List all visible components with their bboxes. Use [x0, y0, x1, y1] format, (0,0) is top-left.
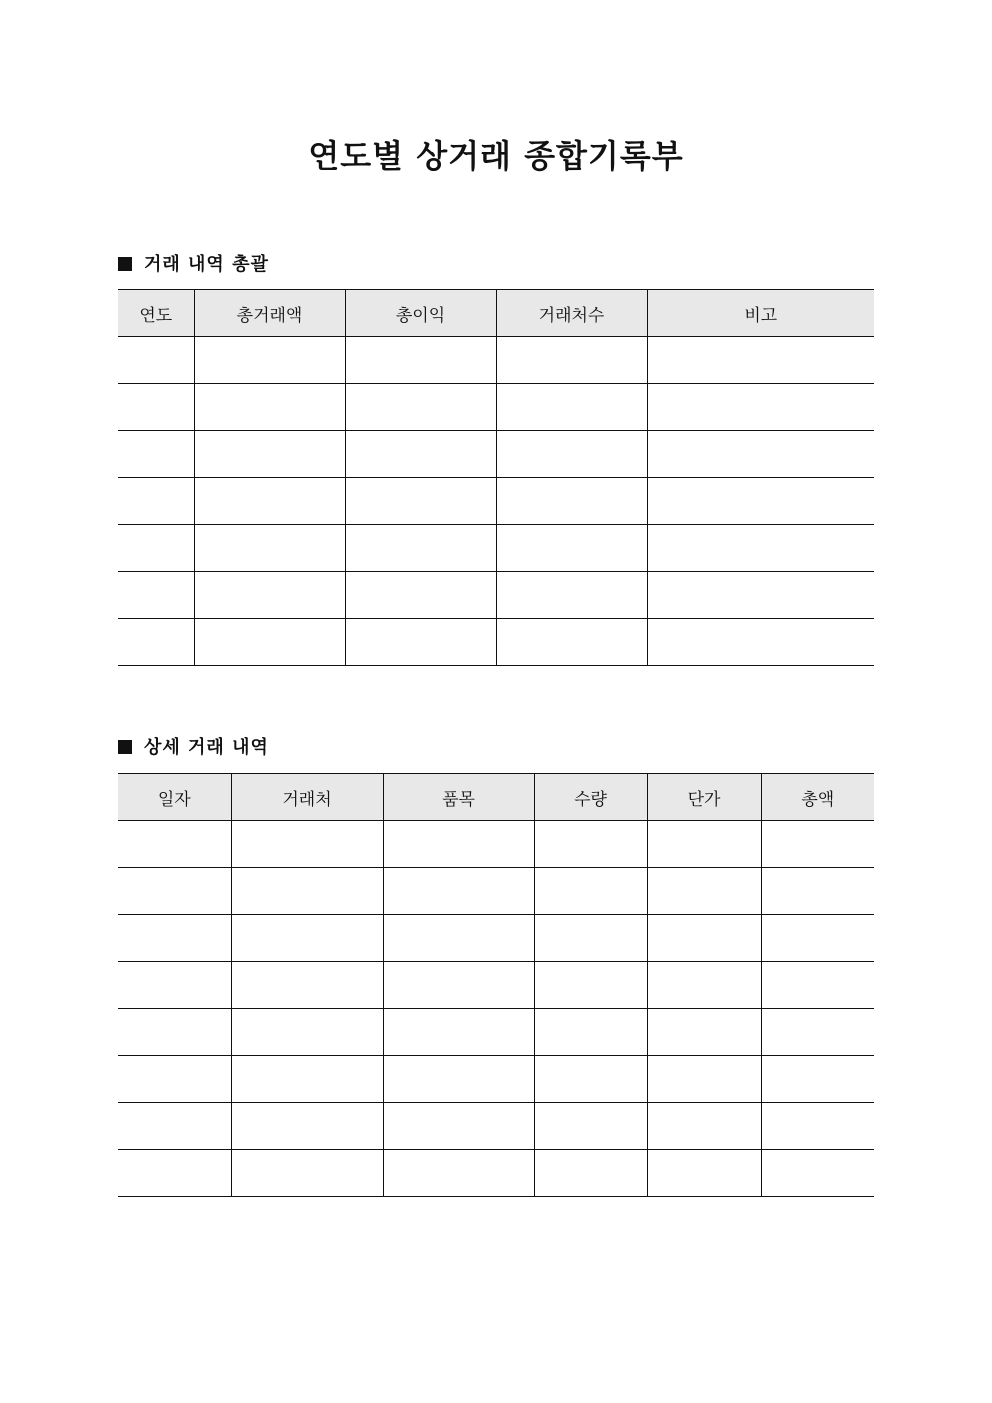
table-cell[interactable] — [118, 431, 194, 478]
column-header-remarks: 비고 — [647, 290, 874, 337]
table-cell[interactable] — [345, 572, 496, 619]
document-title: 연도별 상거래 종합기록부 — [308, 137, 684, 175]
table-row — [118, 572, 874, 619]
table-cell[interactable] — [118, 337, 194, 384]
table-cell[interactable] — [534, 1103, 647, 1150]
table-cell[interactable] — [534, 868, 647, 915]
table-cell[interactable] — [194, 478, 345, 525]
table-cell[interactable] — [496, 478, 647, 525]
table-cell[interactable] — [647, 868, 761, 915]
table-row — [118, 915, 874, 962]
table-cell[interactable] — [194, 384, 345, 431]
table-cell[interactable] — [647, 1056, 761, 1103]
summary-section-title: 거래 내역 총괄 — [144, 254, 269, 275]
table-cell[interactable] — [496, 431, 647, 478]
table-cell[interactable] — [383, 821, 534, 868]
table-cell[interactable] — [647, 915, 761, 962]
table-row — [118, 619, 874, 666]
table-cell[interactable] — [231, 1056, 383, 1103]
table-row — [118, 962, 874, 1009]
table-cell[interactable] — [231, 1009, 383, 1056]
table-row — [118, 1009, 874, 1056]
table-cell[interactable] — [647, 962, 761, 1009]
table-cell[interactable] — [647, 1009, 761, 1056]
table-cell[interactable] — [118, 1056, 231, 1103]
table-cell[interactable] — [647, 384, 874, 431]
table-cell[interactable] — [383, 915, 534, 962]
table-cell[interactable] — [194, 572, 345, 619]
table-cell[interactable] — [345, 337, 496, 384]
table-cell[interactable] — [118, 478, 194, 525]
table-cell[interactable] — [118, 619, 194, 666]
table-cell[interactable] — [496, 525, 647, 572]
table-cell[interactable] — [647, 431, 874, 478]
table-cell[interactable] — [231, 868, 383, 915]
table-row — [118, 1103, 874, 1150]
table-cell[interactable] — [118, 572, 194, 619]
column-header-date: 일자 — [118, 774, 231, 821]
table-cell[interactable] — [534, 1056, 647, 1103]
column-header-quantity: 수량 — [534, 774, 647, 821]
table-cell[interactable] — [231, 915, 383, 962]
table-row — [118, 431, 874, 478]
table-cell[interactable] — [496, 619, 647, 666]
summary-table — [118, 289, 874, 666]
table-cell[interactable] — [194, 619, 345, 666]
column-header-item: 품목 — [383, 774, 534, 821]
table-cell[interactable] — [231, 821, 383, 868]
table-row — [118, 1056, 874, 1103]
summary-header-row — [118, 290, 874, 337]
detail-header-row — [118, 774, 874, 821]
table-cell[interactable] — [761, 868, 874, 915]
table-cell[interactable] — [345, 384, 496, 431]
table-cell[interactable] — [647, 478, 874, 525]
table-cell[interactable] — [761, 1103, 874, 1150]
table-cell[interactable] — [761, 1056, 874, 1103]
table-cell[interactable] — [534, 1150, 647, 1197]
table-cell[interactable] — [194, 525, 345, 572]
table-cell[interactable] — [345, 478, 496, 525]
table-cell[interactable] — [118, 525, 194, 572]
table-cell[interactable] — [496, 384, 647, 431]
summary-section-heading — [118, 252, 269, 278]
table-cell[interactable] — [118, 915, 231, 962]
table-cell[interactable] — [383, 1103, 534, 1150]
table-row — [118, 478, 874, 525]
column-header-total: 총액 — [761, 774, 874, 821]
table-cell[interactable] — [383, 1009, 534, 1056]
table-cell[interactable] — [647, 1103, 761, 1150]
square-bullet-icon — [118, 257, 132, 271]
table-cell[interactable] — [534, 821, 647, 868]
table-cell[interactable] — [761, 821, 874, 868]
table-cell[interactable] — [118, 1103, 231, 1150]
table-cell[interactable] — [118, 868, 231, 915]
table-row — [118, 384, 874, 431]
detail-section-heading — [118, 735, 269, 761]
table-row — [118, 337, 874, 384]
table-cell[interactable] — [647, 1150, 761, 1197]
table-cell[interactable] — [761, 1150, 874, 1197]
table-cell[interactable] — [534, 962, 647, 1009]
table-cell[interactable] — [496, 572, 647, 619]
table-cell[interactable] — [761, 915, 874, 962]
table-cell[interactable] — [118, 384, 194, 431]
column-header-client-count: 거래처수 — [496, 290, 647, 337]
table-cell[interactable] — [647, 619, 874, 666]
table-cell[interactable] — [383, 962, 534, 1009]
table-cell[interactable] — [647, 572, 874, 619]
table-cell[interactable] — [231, 1150, 383, 1197]
table-cell[interactable] — [534, 1009, 647, 1056]
table-cell[interactable] — [118, 1009, 231, 1056]
table-cell[interactable] — [118, 1150, 231, 1197]
detail-table — [118, 773, 874, 1197]
column-header-client: 거래처 — [231, 774, 383, 821]
table-cell[interactable] — [534, 915, 647, 962]
table-cell[interactable] — [345, 525, 496, 572]
table-cell[interactable] — [761, 1009, 874, 1056]
table-cell[interactable] — [383, 1056, 534, 1103]
table-cell[interactable] — [345, 431, 496, 478]
square-bullet-icon — [118, 740, 132, 754]
table-cell[interactable] — [118, 821, 231, 868]
table-cell[interactable] — [118, 962, 231, 1009]
table-cell[interactable] — [383, 868, 534, 915]
column-header-unit-price: 단가 — [647, 774, 761, 821]
table-cell[interactable] — [496, 337, 647, 384]
detail-section-title: 상세 거래 내역 — [144, 737, 269, 758]
table-cell[interactable] — [383, 1150, 534, 1197]
table-cell[interactable] — [231, 1103, 383, 1150]
column-header-total-amount: 총거래액 — [194, 290, 345, 337]
table-cell[interactable] — [345, 619, 496, 666]
column-header-total-profit: 총이익 — [345, 290, 496, 337]
table-cell[interactable] — [647, 821, 761, 868]
table-cell[interactable] — [231, 962, 383, 1009]
table-row — [118, 525, 874, 572]
table-cell[interactable] — [194, 431, 345, 478]
table-row — [118, 821, 874, 868]
table-cell[interactable] — [761, 962, 874, 1009]
table-row — [118, 1150, 874, 1197]
column-header-year: 연도 — [118, 290, 194, 337]
table-row — [118, 868, 874, 915]
table-cell[interactable] — [647, 525, 874, 572]
table-cell[interactable] — [194, 337, 345, 384]
table-cell[interactable] — [647, 337, 874, 384]
